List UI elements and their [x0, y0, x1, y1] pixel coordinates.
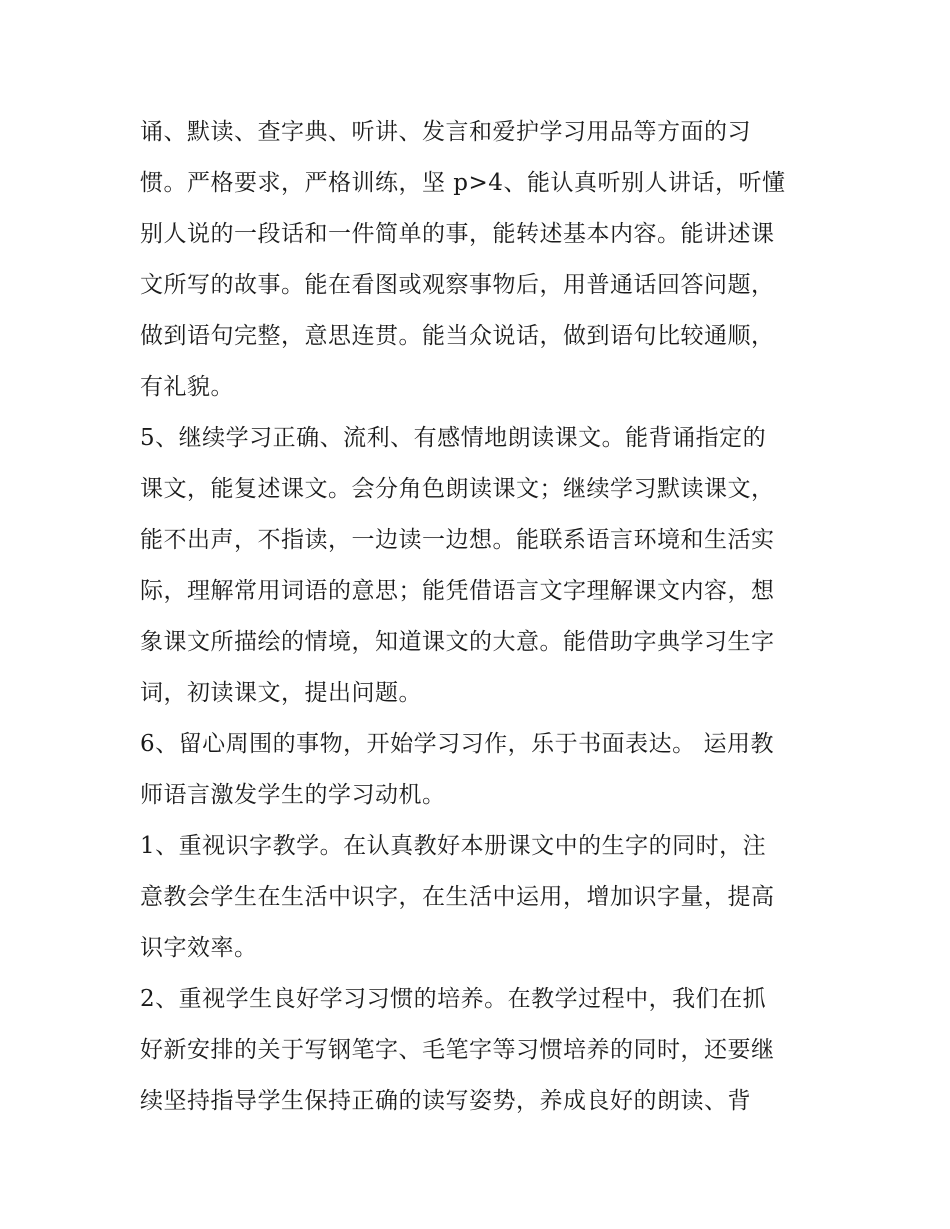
text-line: 1、重视识字教学。在认真教好本册课文中的生字的同时，注	[140, 833, 767, 859]
text-line: 6、留心周围的事物，开始学习习作，乐于书面表达。 运用教	[140, 731, 774, 757]
text-line: 象课文所描绘的情境，知道课文的大意。能借助字典学习生字	[140, 629, 775, 655]
text-line: 课文，能复述课文。会分角色朗读课文；继续学习默读课文，	[140, 476, 775, 502]
document-body	[140, 107, 820, 1127]
text-line: 做到语句完整，意思连贯。能当众说话，做到语句比较通顺，	[140, 323, 775, 349]
text-line: 诵、默读、查字典、听讲、发言和爱护学习用品等方面的习	[140, 119, 751, 145]
text-line: 续坚持指导学生保持正确的读写姿势，养成良好的朗读、背	[140, 1088, 751, 1114]
text-line: 际，理解常用词语的意思；能凭借语言文字理解课文内容，想	[140, 578, 775, 604]
text-line: 识字效率。	[140, 935, 258, 961]
text-line: 能不出声，不指读，一边读一边想。能联系语言环境和生活实	[140, 527, 775, 553]
text-line: 惯。严格要求，严格训练，坚 p>4、能认真听别人讲话，听懂	[140, 170, 786, 196]
text-line: 别人说的一段话和一件简单的事，能转述基本内容。能讲述课	[140, 221, 775, 247]
text-line: 好新安排的关于写钢笔字、毛笔字等习惯培养的同时，还要继	[140, 1037, 775, 1063]
text-line: 意教会学生在生活中识字，在生活中运用，增加识字量，提高	[140, 884, 775, 910]
text-line: 词，初读课文，提出问题。	[140, 680, 422, 706]
text-line: 师语言激发学生的学习动机。	[140, 782, 446, 808]
text-line: 有礼貌。	[140, 374, 234, 400]
text-line: 5、继续学习正确、流利、有感情地朗读课文。能背诵指定的	[140, 425, 767, 451]
text-line: 2、重视学生良好学习习惯的培养。在教学过程中，我们在抓	[140, 986, 767, 1012]
text-line: 文所写的故事。能在看图或观察事物后，用普通话回答问题，	[140, 272, 775, 298]
